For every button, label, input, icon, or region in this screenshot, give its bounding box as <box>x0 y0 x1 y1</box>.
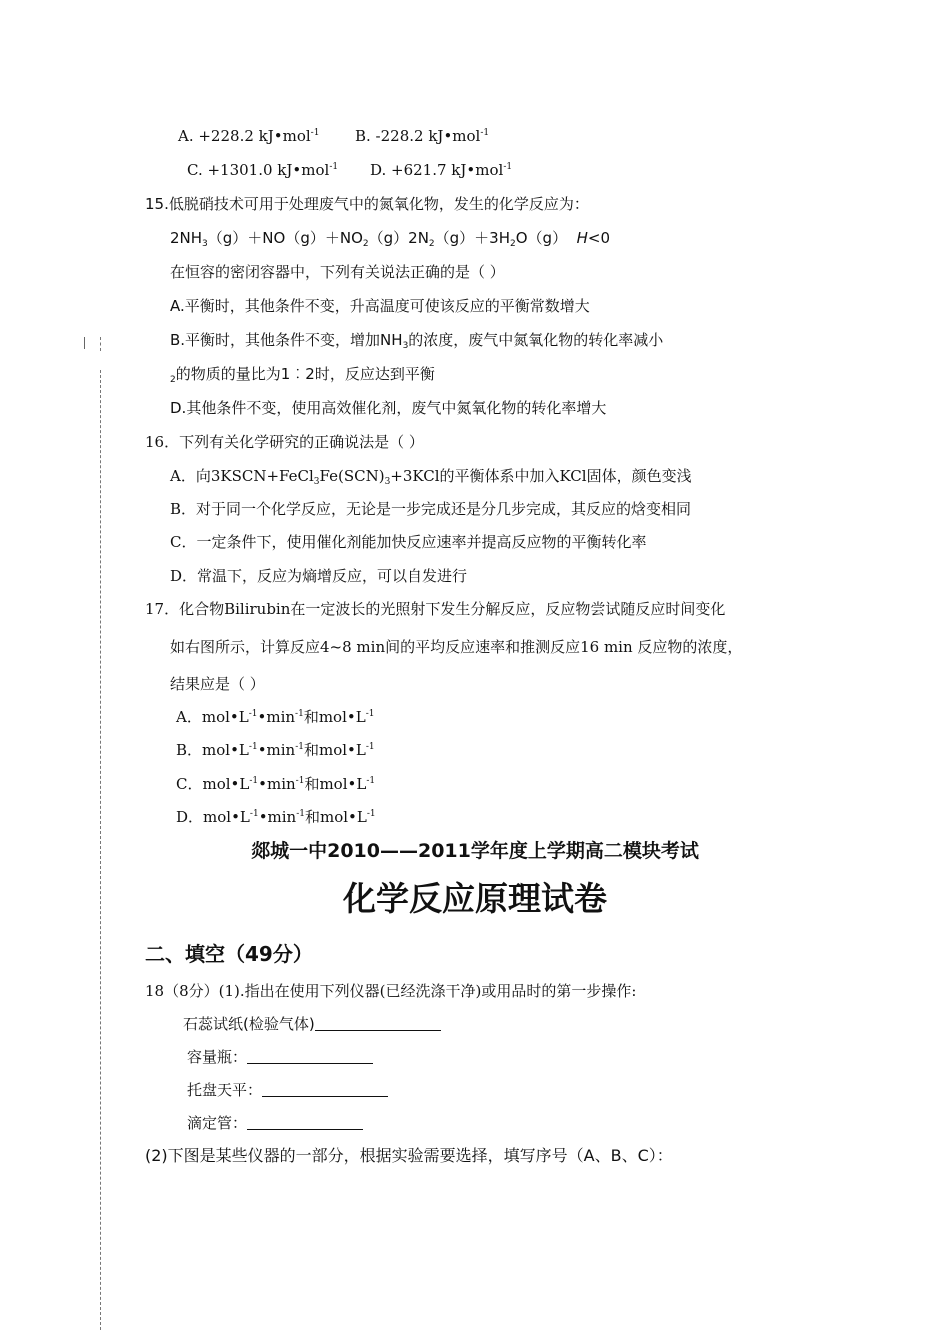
binding-mark <box>84 337 85 349</box>
q18-item-balance: 托盘天平： <box>187 1080 388 1100</box>
q15-option-d: D.其他条件不变，使用高效催化剂，废气中氮氧化物的转化率增大 <box>170 399 607 417</box>
answer-blank[interactable] <box>315 1015 441 1031</box>
q18-part2: (2)下图是某些仪器的一部分，根据实验需要选择，填写序号（A、B、C）： <box>145 1146 673 1165</box>
q17-option-c: C．$mol•L^{-1}•\min^{-1}$和$mol•L^{-1}$ <box>176 775 376 793</box>
q15-option-c: $_2$的物质的量比为1︰2时，反应达到平衡 <box>170 365 435 385</box>
binding-line-top <box>100 337 101 351</box>
q15-option-b: B.平衡时，其他条件不变，增加$NH_3$的浓度，废气中氮氧化物的转化率减小 <box>170 331 664 351</box>
q16-option-a: A．向$3KSCN+FeCl_3Fe(SCN)_3+3KCl$的平衡体系中加入KCl固体，颜色变浅 <box>170 467 692 487</box>
q15-equation: $2NH_3(g)+NO(g)+NO_2(g)2N_2(g)+3H_2O(g)$ H<0 <box>170 229 611 249</box>
q16-stem: 16．下列有关化学研究的正确说法是（ ） <box>145 433 424 451</box>
q14-option-a: A. +228.2 kJ•mol$^{-1}$ <box>178 127 320 145</box>
q15-stem: 15.低脱硝技术可用于处理废气中的氮氧化物，发生的化学反应为： <box>145 195 589 213</box>
q14-option-d: D. +621.7 kJ•mol$^{-1}$ <box>370 161 513 179</box>
q16-option-b: B．对于同一个化学反应，无论是一步完成还是分几步完成，其反应的焓变相同 <box>170 500 692 518</box>
q14-option-b: B. -228.2 kJ•mol$^{-1}$ <box>355 127 490 145</box>
q17-stem-line1: 17．化合物Bilirubin在一定波长的光照射下发生分解反应，反应物尝试随反应时间变化 <box>145 600 726 618</box>
q18-item-burette: 滴定管： <box>187 1113 363 1133</box>
q15-question: 在恒容的密闭容器中，下列有关说法正确的是（ ） <box>170 263 505 281</box>
q17-stem-line3: 结果应是（ ） <box>170 675 265 693</box>
q14-option-c: C. +1301.0 kJ•mol$^{-1}$ <box>187 161 339 179</box>
q18-item-flask: 容量瓶： <box>187 1047 373 1067</box>
q17-option-a: A．$mol•L^{-1}•\min^{-1}$和$mol•L^{-1}$ <box>176 708 375 726</box>
q18-item-litmus: 石蕊试纸(检验气体) <box>183 1014 441 1034</box>
q16-option-c: C．一定条件下，使用催化剂能加快反应速率并提高反应物的平衡转化率 <box>170 533 647 551</box>
exam-title: 化学反应原理试卷 <box>343 879 607 918</box>
answer-blank[interactable] <box>262 1081 388 1097</box>
q18-stem: 18（8分）(1).指出在使用下列仪器(已经洗涤干净)或用品时的第一步操作: <box>145 982 637 1000</box>
q15-option-a: A.平衡时，其他条件不变，升高温度可使该反应的平衡常数增大 <box>170 297 590 315</box>
section-heading: 二、填空（49分） <box>145 942 313 966</box>
answer-blank[interactable] <box>247 1048 373 1064</box>
q17-stem-line2: 如右图所示，计算反应4~8 min间的平均反应速率和推测反应16 min 反应物的浓度， <box>170 638 743 656</box>
q16-option-d: D．常温下，反应为熵增反应，可以自发进行 <box>170 567 468 585</box>
q17-option-b: B．$mol•L^{-1}•\min^{-1}$和$mol•L^{-1}$ <box>176 741 375 759</box>
q17-option-d: D．$mol•L^{-1}•\min^{-1}$和$mol•L^{-1}$ <box>176 808 376 826</box>
answer-blank[interactable] <box>247 1114 363 1130</box>
exam-school-header: 郯城一中2010——2011学年度上学期高二模块考试 <box>251 840 699 862</box>
